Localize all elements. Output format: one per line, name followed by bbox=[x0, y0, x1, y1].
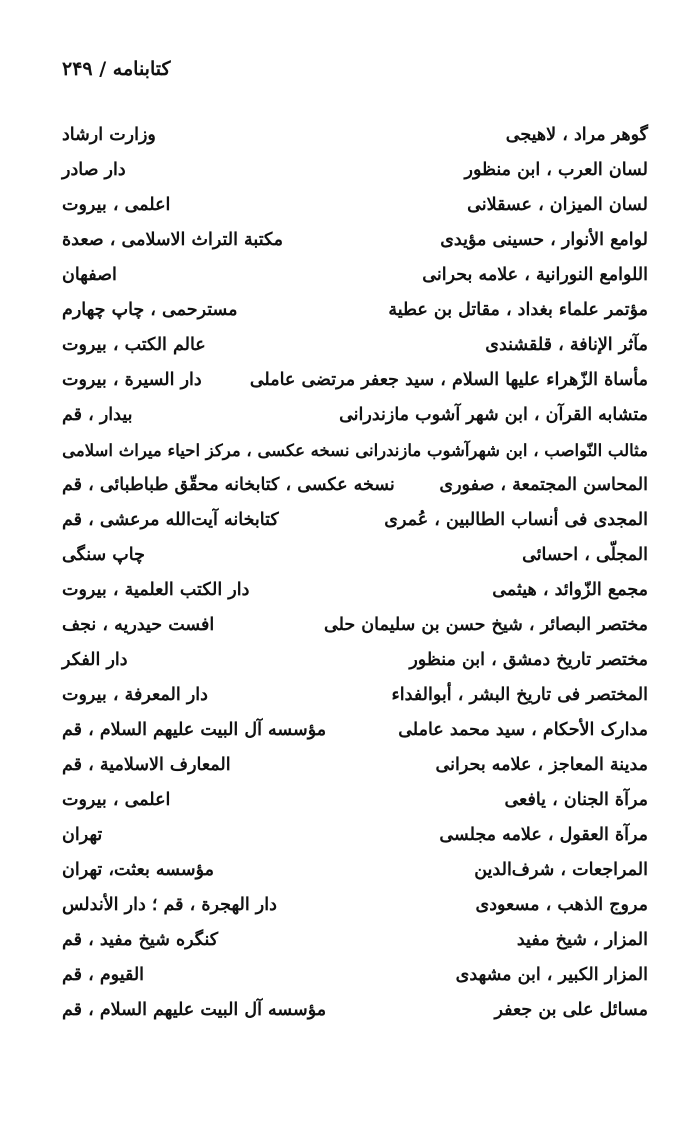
entry-title: مختصر تاریخ دمشق ، ابن منظور bbox=[409, 650, 648, 670]
entry-title: مدینة المعاجز ، علامه بحرانی bbox=[435, 755, 648, 775]
entry-publisher: مکتبة التراث الاسلامی ، صعدة bbox=[62, 230, 284, 250]
entry-publisher: المعارف الاسلامیة ، قم bbox=[62, 755, 231, 775]
entry-title: اللوامع النورانیة ، علامه بحرانی bbox=[422, 265, 648, 285]
entry-publisher: دار السیرة ، بیروت bbox=[62, 370, 202, 390]
entry-publisher: وزارت ارشاد bbox=[62, 125, 156, 145]
bibliography-entry bbox=[62, 188, 648, 223]
bibliography-entry bbox=[62, 223, 648, 258]
bibliography-entry bbox=[62, 888, 648, 923]
bibliography-entry bbox=[62, 643, 648, 678]
entry-publisher: بیدار ، قم bbox=[62, 405, 133, 425]
entry-title: مرآة الجنان ، یافعی bbox=[504, 790, 648, 810]
entry-title: المجلّی ، احسائی bbox=[522, 545, 648, 565]
entry-publisher: مؤسسه آل البیت علیهم السلام ، قم bbox=[62, 720, 327, 740]
entry-title: متشابه القرآن ، ابن شهر آشوب مازندرانی bbox=[339, 405, 648, 425]
entry-title: المحاسن المجتمعة ، صفوری bbox=[439, 475, 648, 495]
bibliography-entry bbox=[62, 818, 648, 853]
entry-title: مسائل علی بن جعفر bbox=[494, 1000, 648, 1020]
entry-publisher: دار المعرفة ، بیروت bbox=[62, 685, 208, 705]
entry-publisher: اصفهان bbox=[62, 265, 117, 285]
entry-title: مرآة العقول ، علامه مجلسی bbox=[439, 825, 648, 845]
entry-title: المختصر فی تاریخ البشر ، أبوالفداء bbox=[391, 685, 648, 705]
bibliography-entry bbox=[62, 923, 648, 958]
bibliography-entry bbox=[62, 783, 648, 818]
entry-title: المزار الکبیر ، ابن مشهدی bbox=[455, 965, 648, 985]
entry-publisher: مؤسسه آل البیت علیهم السلام ، قم bbox=[62, 1000, 327, 1020]
entry-title: المراجعات ، شرف‌الدین bbox=[474, 860, 648, 880]
bibliography-entry bbox=[62, 608, 648, 643]
bibliography-entry bbox=[62, 503, 648, 538]
entry-publisher: نسخه عکسی ، کتابخانه محقّق طباطبائی ، قم bbox=[62, 475, 395, 495]
running-head: کتابنامه / ۲۴۹ bbox=[62, 58, 171, 80]
entry-publisher: دار الفکر bbox=[62, 650, 128, 670]
bibliography-entry bbox=[62, 678, 648, 713]
entry-publisher: مسترحمی ، چاپ چهارم bbox=[62, 300, 238, 320]
entry-title: مؤتمر علماء بغداد ، مقاتل بن عطیة bbox=[388, 300, 648, 320]
bibliography-entry bbox=[62, 258, 648, 293]
entry-title: مأساة الزّهراء علیها السلام ، سید جعفر مرتضی عاملی bbox=[249, 370, 648, 390]
entry-publisher: دار صادر bbox=[62, 160, 126, 180]
bibliography-entry bbox=[62, 958, 648, 993]
entry-title: مختصر البصائر ، شیخ حسن بن سلیمان حلی bbox=[323, 615, 648, 635]
entry-title: لسان المیزان ، عسقلانی bbox=[467, 195, 648, 215]
entry-title: مجمع الزّوائد ، هیثمی bbox=[492, 580, 648, 600]
entry-publisher: القیوم ، قم bbox=[62, 965, 145, 985]
bibliography-entry bbox=[62, 293, 648, 328]
entry-publisher: دار الکتب العلمیة ، بیروت bbox=[62, 580, 250, 600]
bibliography-entry bbox=[62, 363, 648, 398]
entry-publisher: افست حیدریه ، نجف bbox=[62, 615, 215, 635]
entry-publisher: کتابخانه آیت‌الله مرعشی ، قم bbox=[62, 510, 279, 530]
entry-title: المجدی فی أنساب الطالبین ، عُمری bbox=[384, 510, 648, 530]
bibliography-entry bbox=[62, 328, 648, 363]
entry-publisher: عالم الکتب ، بیروت bbox=[62, 335, 206, 355]
bibliography-entry bbox=[62, 573, 648, 608]
bibliography-entry bbox=[62, 748, 648, 783]
entry-publisher: کنگره شیخ مفید ، قم bbox=[62, 930, 219, 950]
bibliography-entry bbox=[62, 153, 648, 188]
bibliography-entry bbox=[62, 433, 648, 468]
entry-title: لسان العرب ، ابن منظور bbox=[464, 160, 648, 180]
entry-publisher: اعلمی ، بیروت bbox=[62, 195, 171, 215]
bibliography-entry bbox=[62, 398, 648, 433]
bibliography-list bbox=[62, 118, 648, 1028]
bibliography-entry bbox=[62, 853, 648, 888]
entry-publisher: چاپ سنگی bbox=[62, 545, 145, 565]
entry-title: گوهر مراد ، لاهیجی bbox=[505, 125, 648, 145]
bibliography-entry bbox=[62, 713, 648, 748]
bibliography-entry bbox=[62, 538, 648, 573]
bibliography-entry bbox=[62, 118, 648, 153]
entry-title: مثالب النّواصب ، ابن شهرآشوب مازندرانی نسخه عکسی ، مرکز احیاء میراث اسلامی bbox=[62, 441, 648, 460]
entry-publisher: تهران bbox=[62, 825, 103, 845]
entry-publisher: دار الهجرة ، قم ؛ دار الأندلس bbox=[62, 895, 277, 915]
entry-publisher: مؤسسه بعثت، تهران bbox=[62, 860, 214, 880]
bibliography-entry bbox=[62, 993, 648, 1028]
entry-publisher: اعلمی ، بیروت bbox=[62, 790, 171, 810]
entry-title: لوامع الأنوار ، حسینی مؤیدی bbox=[440, 230, 648, 250]
entry-title: المزار ، شیخ مفید bbox=[516, 930, 648, 950]
entry-title: مآثر الإنافة ، قلقشندی bbox=[485, 335, 648, 355]
entry-title: مدارک الأحکام ، سید محمد عاملی bbox=[398, 720, 648, 740]
entry-title: مروج الذهب ، مسعودی bbox=[475, 895, 648, 915]
bibliography-entry bbox=[62, 468, 648, 503]
